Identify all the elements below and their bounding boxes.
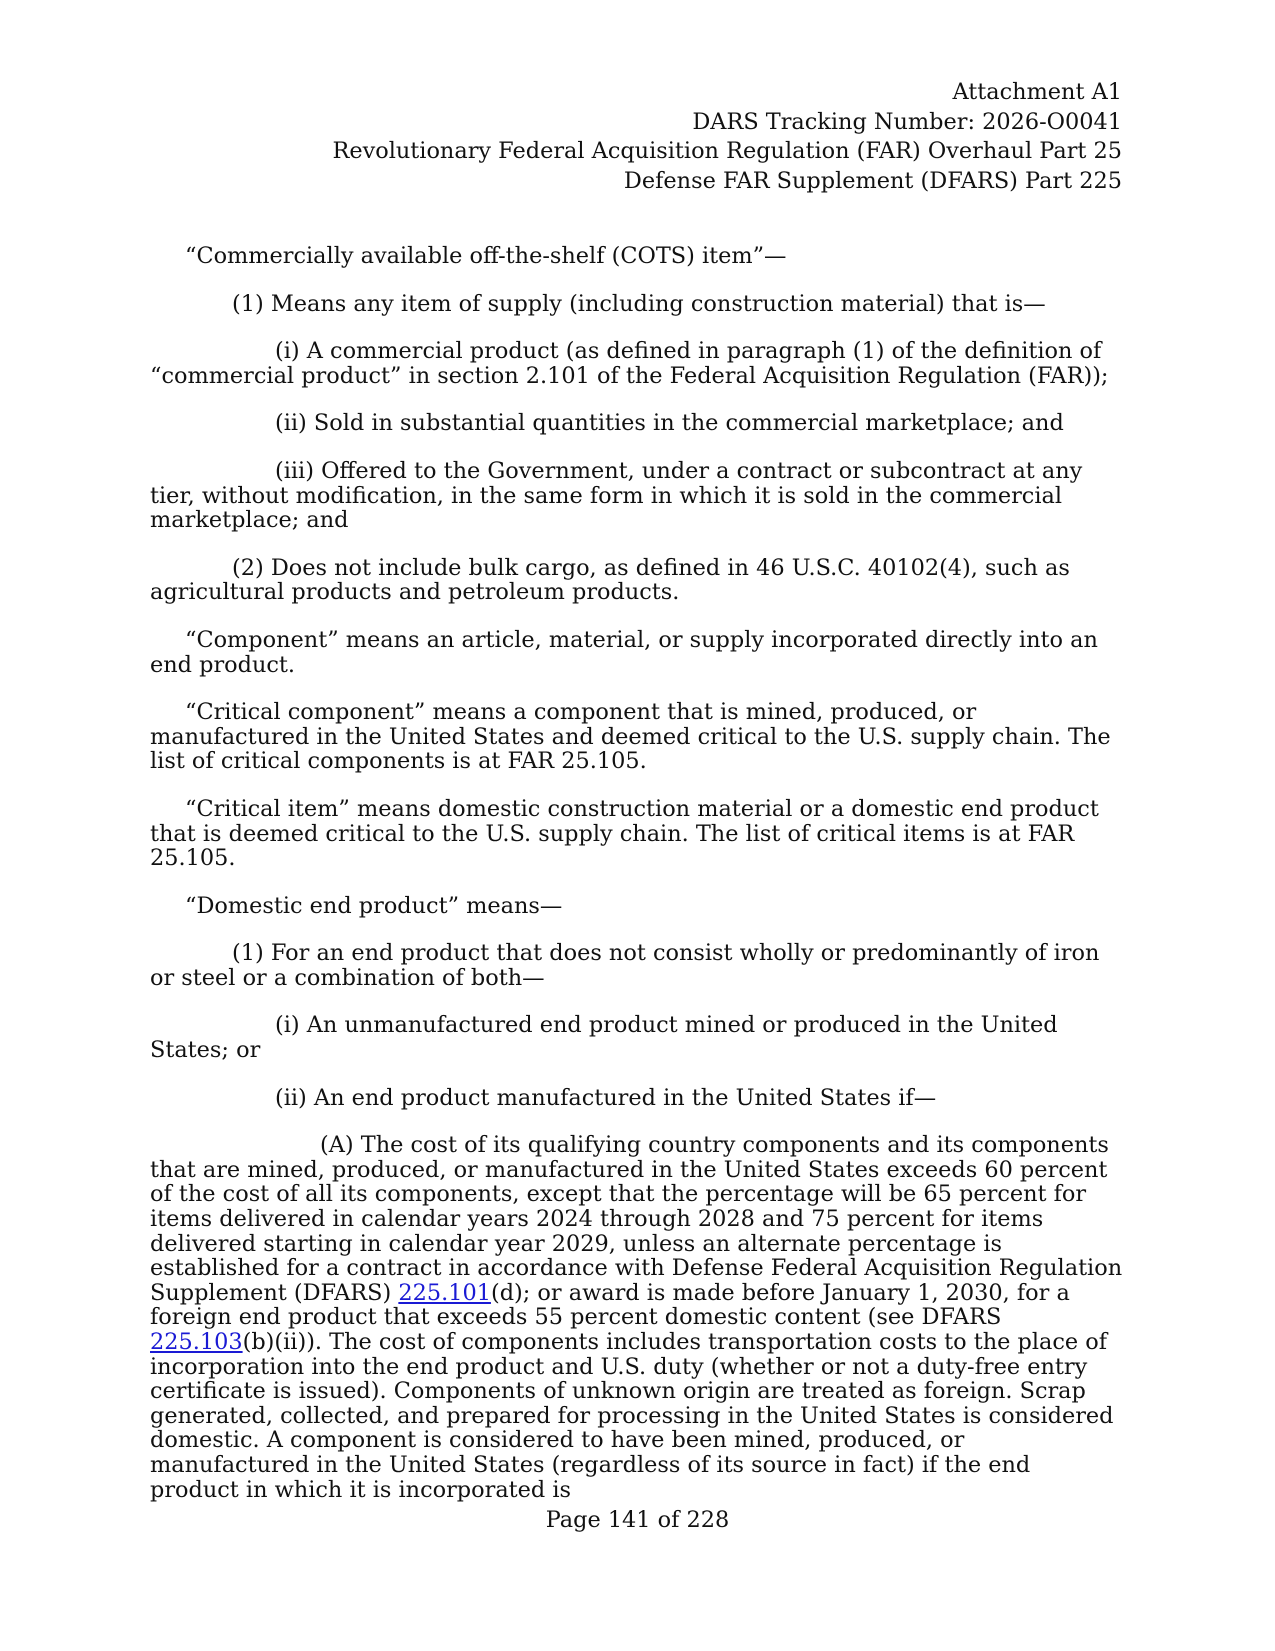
header-tracking-number: DARS Tracking Number: 2026-O0041 (692, 108, 1122, 135)
domestic-end-product-paragraph-1-i: (i) An unmanufactured end product mined or produced in the United States; or (150, 1012, 1058, 1064)
definition-cots-item: “Commercially available off-the-shelf (COTS) item”— (185, 243, 787, 269)
cots-paragraph-1: (1) Means any item of supply (including construction material) that is— (232, 290, 1046, 317)
dfars-225-101-link[interactable]: 225.101 (398, 1279, 491, 1306)
header-far-part: Revolutionary Federal Acquisition Regulation (FAR) Overhaul Part 25 (332, 138, 1122, 164)
cots-paragraph-1-i: (i) A commercial product (as defined in paragraph (1) of the definition of “commercial product” in section 2.101 of the Federal Acquisition Regulation (FAR)); (150, 338, 1109, 389)
definition-critical-component: “Critical component” means a component that is mined, produced, or manufactured in the United States and deemed critical to the U.S. supply chain. The list of critical components is at FAR 25.105. (150, 699, 1111, 775)
page-header (332, 78, 1122, 196)
domestic-end-product-paragraph-1-ii: (ii) An end product manufactured in the United States if— (275, 1084, 937, 1111)
header-attachment: Attachment A1 (952, 79, 1122, 105)
paragraph-text: (b)(ii)). The cost of components includes transportation costs to the place of incorporation into the end product and U.S. duty (whether or not a duty-free entry certificate is issued). Components of unknown origin are treated as foreign. Scrap generated, collected, and prepared for processing in the United States is considered domestic. A component is considered to have been mined, produced, or manufactured in the United States (regardless of its source in fact) if the end product in which it is incorporated is (150, 1329, 1114, 1503)
definition-critical-item: “Critical item” means domestic construction material or a domestic end product that is deemed critical to the U.S. supply chain. The list of critical items is at FAR 25.105. (150, 795, 1099, 872)
paragraph-text: (d); or award is made before January 1, 2030, for a foreign end product that exceeds 55 percent domestic content (see DFARS (150, 1279, 1070, 1331)
document-body (150, 244, 1125, 1525)
page-number: Page 141 of 228 (545, 1507, 730, 1533)
domestic-end-product-paragraph-1: (1) For an end product that does not consist wholly or predominantly of iron or steel or a combination of both— (150, 940, 1100, 991)
dfars-225-103-link[interactable]: 225.103 (150, 1329, 243, 1355)
domestic-end-product-paragraph-1-ii-A (150, 1133, 1125, 1502)
definition-component: “Component” means an article, material, or supply incorporated directly into an end product. (150, 626, 1098, 678)
header-dfars-part: Defense FAR Supplement (DFARS) Part 225 (623, 167, 1122, 194)
definition-domestic-end-product: “Domestic end product” means— (185, 892, 563, 919)
paragraph-text: (A) The cost of its qualifying country components and its components that are mined, produced, or manufactured in the United States exceeds 60 percent of the cost of all its components, except that the percentage will be 65 percent for items delivered in calendar years 2024 through 2028 and 75 percent for items delivered starting in calendar year 2029, unless an alternate percentage is established for a contract in accordance with Defense Federal Acquisition Regulation Supplement (DFARS) (150, 1132, 1123, 1306)
cots-paragraph-1-ii: (ii) Sold in substantial quantities in the commercial marketplace; and (275, 410, 1064, 437)
cots-paragraph-1-iii: (iii) Offered to the Government, under a contract or subcontract at any tier, without modification, in the same form in which it is sold in the commercial marketplace; and (150, 457, 1083, 534)
cots-paragraph-2: (2) Does not include bulk cargo, as defined in 46 U.S.C. 40102(4), such as agricultural products and petroleum products. (150, 554, 1070, 606)
